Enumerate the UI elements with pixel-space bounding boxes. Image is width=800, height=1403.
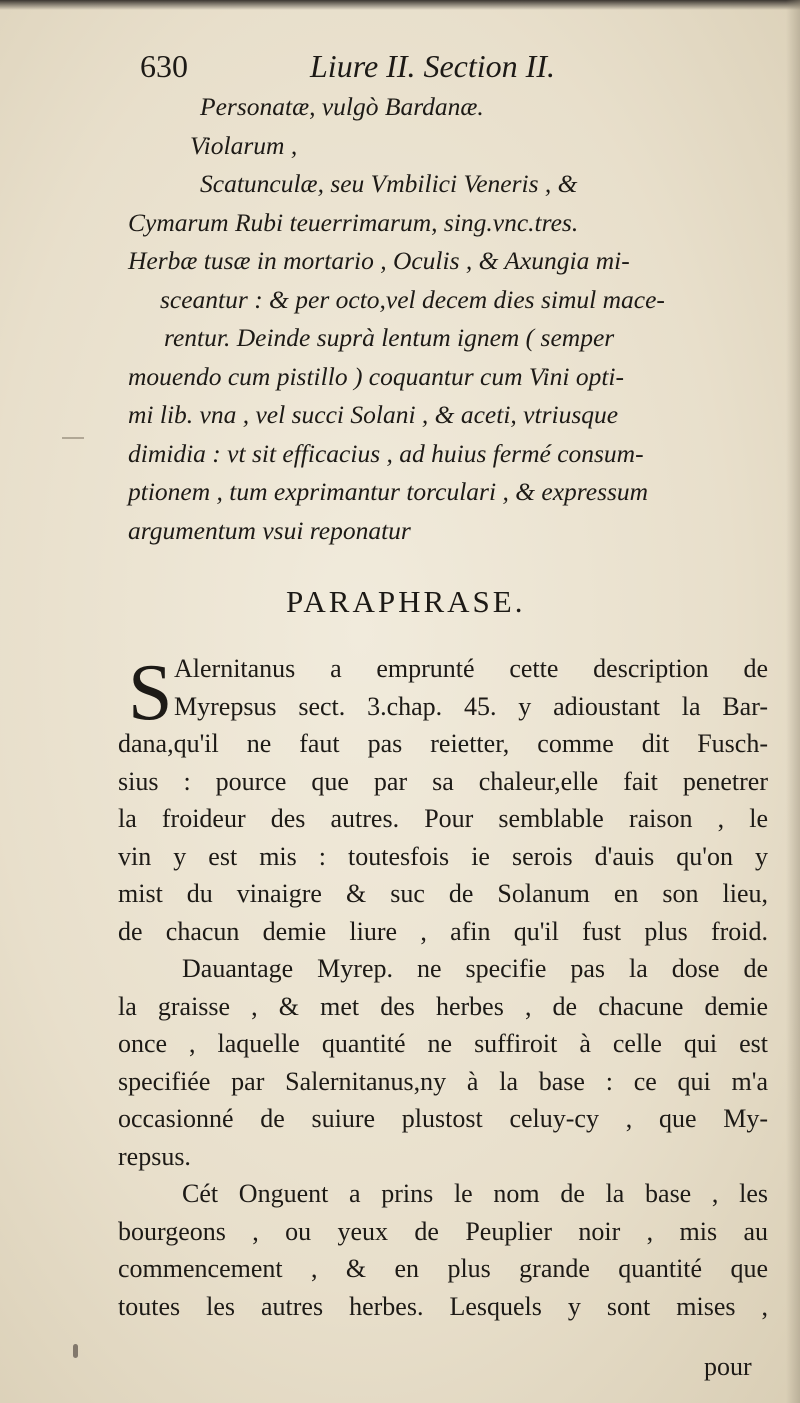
paragraph-line: mist du vinaigre & suc de Solanum en son lieu, bbox=[118, 879, 768, 908]
running-head-title: Liure II. Section II. bbox=[310, 48, 555, 84]
paragraph-line: de chacun demie liure , afin qu'il fust plus froid. bbox=[118, 916, 768, 946]
ink-blemish bbox=[73, 1344, 78, 1358]
drop-cap: S bbox=[128, 649, 173, 737]
section-heading: PARAPHRASE. bbox=[286, 584, 526, 619]
latin-line: Cymarum Rubi teuerrimarum, sing.vnc.tres. bbox=[128, 207, 579, 237]
paragraph-line: Myrepsus sect. 3.chap. 45. y adioustant la Bar- bbox=[174, 691, 768, 721]
catchword: pour bbox=[704, 1352, 752, 1381]
margin-mark bbox=[62, 437, 84, 439]
paragraph-line: la froideur des autres. Pour semblable raison , le bbox=[118, 804, 768, 833]
paragraph-line: occasionné de suiure plustost celuy-cy , que My- bbox=[118, 1104, 768, 1133]
latin-line: argumentum vsui reponatur bbox=[128, 515, 411, 545]
latin-line: mouendo cum pistillo ) coquantur cum Vini opti- bbox=[128, 361, 625, 391]
paragraph-line: sius : pource que par sa chaleur,elle fait penetrer bbox=[118, 766, 768, 796]
paragraph-line: bourgeons , ou yeux de Peuplier noir , mis au bbox=[118, 1216, 768, 1246]
latin-line: Violarum , bbox=[190, 130, 298, 160]
latin-line: rentur. Deinde suprà lentum ignem ( semper bbox=[164, 323, 615, 352]
paragraph-line: dana,qu'il ne faut pas reietter, comme dit Fusch- bbox=[118, 729, 768, 758]
paragraph-line: specifiée par Salernitanus,ny à la base : ce qui m'a bbox=[118, 1066, 768, 1096]
paragraph-line: Cét Onguent a prins le nom de la base , les bbox=[182, 1179, 768, 1208]
paragraph-line: Alernitanus a emprunté cette description de bbox=[174, 654, 768, 683]
paraphrase-body bbox=[118, 650, 768, 1325]
paragraph-line: toutes les autres herbes. Lesquels y sont mises , bbox=[118, 1291, 768, 1321]
latin-line: Scatunculæ, seu Vmbilici Veneris , & bbox=[200, 169, 578, 198]
page-number: 630 bbox=[140, 48, 188, 84]
paragraph-line: Dauantage Myrep. ne specifie pas la dose de bbox=[182, 954, 768, 983]
latin-line: sceantur : & per octo,vel decem dies simul mace- bbox=[160, 284, 665, 314]
paragraph-line: commencement , & en plus grande quantité que bbox=[118, 1254, 768, 1283]
page-top-shadow bbox=[0, 0, 800, 10]
latin-line: dimidia : vt sit efficacius , ad huius fermé consum- bbox=[128, 438, 644, 468]
latin-line: ptionem , tum exprimantur torculari , & expressum bbox=[128, 477, 649, 506]
latin-recipe-text bbox=[128, 88, 768, 550]
paragraph-line: repsus. bbox=[118, 1141, 191, 1171]
latin-line: mi lib. vna , vel succi Solani , & aceti, vtriusque bbox=[128, 400, 619, 429]
paragraph-line: once , laquelle quantité ne suffiroit à celle qui est bbox=[118, 1029, 768, 1058]
latin-line: Herbæ tusæ in mortario , Oculis , & Axungia mi- bbox=[128, 246, 630, 275]
page-right-shadow bbox=[786, 0, 800, 1403]
paragraph-line: la graisse , & met des herbes , de chacune demie bbox=[118, 991, 768, 1021]
paragraph-line: vin y est mis : toutesfois ie serois d'auis qu'on y bbox=[118, 841, 768, 871]
latin-line: Personatæ, vulgò Bardanæ. bbox=[200, 92, 484, 121]
